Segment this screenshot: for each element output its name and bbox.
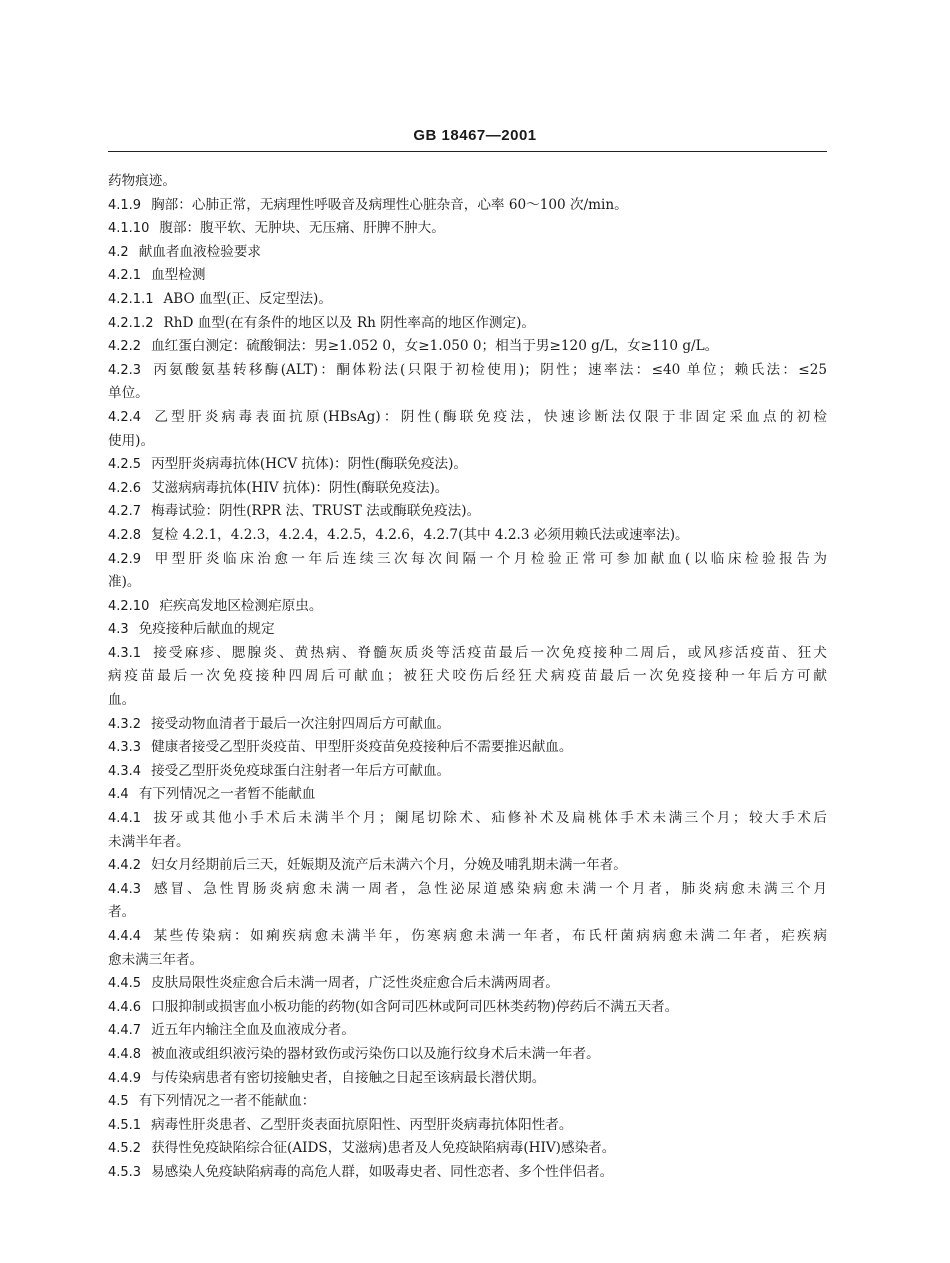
continuation-line — [108, 689, 827, 713]
clause-text: 腹部：腹平软、无肿块、无压痛、肝脾不肿大。 — [159, 220, 445, 237]
clause-line — [108, 548, 827, 572]
clause-line — [108, 1067, 827, 1091]
clause-line — [108, 618, 827, 642]
clause-line — [108, 335, 827, 359]
clause-line — [108, 500, 827, 524]
clause-text: 被血液或组织液污染的器材致伤或污染伤口以及施行纹身术后未满一年者。 — [151, 1045, 600, 1062]
clause-number: 4.2.1.1 — [108, 291, 154, 307]
clause-line — [108, 312, 827, 336]
clause-text: 者。 — [108, 904, 136, 921]
clause-line — [108, 925, 827, 949]
clause-line — [108, 264, 827, 288]
clause-line — [108, 288, 827, 312]
clause-number: 4.5.1 — [108, 1117, 142, 1133]
clause-text: 血型检测 — [151, 267, 206, 284]
clause-number: 4.4.2 — [108, 858, 142, 874]
clause-text: 易感染人免疫缺陷病毒的高危人群，如吸毒史者、同性恋者、多个性伴侣者。 — [151, 1163, 614, 1180]
clause-line — [108, 453, 827, 477]
clause-text: 接受麻疹、腮腺炎、黄热病、脊髓灰质炎等活疫苗最后一次免疫接种二周后，或风疹活疫苗、狂犬 — [151, 644, 827, 661]
clause-line — [108, 783, 827, 807]
clause-number: 4.2.7 — [108, 504, 142, 520]
clause-number: 4.2.8 — [108, 527, 142, 543]
clause-text: 未满半年者。 — [108, 833, 190, 850]
clause-text: 准)。 — [108, 574, 141, 591]
clause-number: 4.4.7 — [108, 1023, 142, 1039]
clause-number: 4.3.1 — [108, 645, 142, 661]
clause-number: 4.4 — [108, 787, 129, 803]
clause-text: 血。 — [108, 692, 136, 709]
clause-line — [108, 477, 827, 501]
clause-line — [108, 194, 827, 218]
clause-text: 接受乙型肝炎免疫球蛋白注射者一年后方可献血。 — [151, 762, 451, 779]
header-rule — [108, 151, 827, 152]
clause-number: 4.2.10 — [108, 598, 150, 614]
clause-line — [108, 1019, 827, 1043]
clause-text: 丙氨酸氨基转移酶(ALT)：酮体粉法(只限于初检使用)；阴性；速率法：≤40 单位；赖氏法：≤25 — [151, 361, 827, 378]
clause-number: 4.2.4 — [108, 409, 142, 425]
clause-text: 拔牙或其他小手术后未满半个月；阑尾切除术、疝修补术及扁桃体手术未满三个月；较大手术后 — [151, 810, 827, 827]
clause-line — [108, 736, 827, 760]
clause-line — [108, 524, 827, 548]
clause-text: 艾滋病病毒抗体(HIV 抗体)：阴性(酶联免疫法)。 — [151, 479, 449, 496]
clause-text: 乙型肝炎病毒表面抗原(HBsAg)：阴性(酶联免疫法，快速诊断法仅限于非固定采血点的初检 — [151, 408, 827, 425]
clause-number: 4.2 — [108, 244, 129, 260]
clause-text: RhD 血型(在有条件的地区以及 Rh 阴性率高的地区作测定)。 — [163, 314, 535, 331]
clause-number: 4.3 — [108, 622, 129, 638]
clause-text: 药物痕迹。 — [108, 173, 176, 189]
clause-line — [108, 1043, 827, 1067]
clause-text: 胸部：心肺正常，无病理性呼吸音及病理性心脏杂音，心率 60～100 次/min。 — [151, 196, 628, 213]
clause-text: 获得性免疫缺陷综合征(AIDS，艾滋病)患者及人免疫缺陷病毒(HIV)感染者。 — [151, 1140, 616, 1157]
clause-number: 4.3.2 — [108, 716, 142, 732]
clause-text: 复检 4.2.1，4.2.3，4.2.4，4.2.5，4.2.6，4.2.7(其中 4.2.3 必须用赖氏法或速率法)。 — [151, 526, 689, 543]
clause-number: 4.2.6 — [108, 480, 142, 496]
continuation-line — [108, 571, 827, 595]
clause-text: 献血者血液检验要求 — [138, 243, 262, 260]
document-body — [108, 170, 827, 1185]
clause-text: 有下列情况之一者暂不能献血 — [138, 786, 316, 803]
clause-number: 4.5.2 — [108, 1141, 142, 1157]
clause-text: 疟疾高发地区检测疟原虫。 — [159, 597, 323, 614]
clause-line — [108, 713, 827, 737]
continuation-line — [108, 430, 827, 454]
clause-number: 4.4.8 — [108, 1046, 142, 1062]
clause-text: 某些传染病：如痢疾病愈未满半年，伤寒病愈未满一年者，布氏杆菌病病愈未满二年者，疟疾病 — [151, 928, 827, 944]
clause-text: 愈未满三年者。 — [108, 951, 204, 968]
clause-text: 免疫接种后献血的规定 — [138, 621, 275, 638]
continuation-line — [108, 949, 827, 973]
clause-number: 4.2.1.2 — [108, 315, 154, 331]
continuation-line — [108, 831, 827, 855]
clause-text: 甲型肝炎临床治愈一年后连续三次每次间隔一个月检验正常可参加献血(以临床检验报告为 — [151, 550, 827, 567]
clause-text: 血红蛋白测定：硫酸铜法：男≥1.052 0，女≥1.050 0；相当于男≥120 g/L，女≥110 g/L。 — [151, 338, 719, 355]
continuation-line — [108, 665, 827, 689]
clause-line — [108, 972, 827, 996]
clause-line — [108, 1114, 827, 1138]
clause-number: 4.4.9 — [108, 1070, 142, 1086]
clause-number: 4.4.6 — [108, 999, 142, 1015]
clause-number: 4.1.9 — [108, 197, 142, 213]
clause-text: ABO 血型(正、反定型法)。 — [163, 290, 332, 307]
clause-text: 使用)。 — [108, 432, 155, 449]
clause-number: 4.2.2 — [108, 339, 142, 355]
continuation-line — [108, 382, 827, 406]
clause-text: 健康者接受乙型肝炎疫苗、甲型肝炎疫苗免疫接种后不需要推迟献血。 — [151, 739, 573, 756]
clause-line — [108, 241, 827, 265]
clause-number: 4.4.5 — [108, 976, 142, 992]
clause-text: 梅毒试验：阴性(RPR 法、TRUST 法或酶联免疫法)。 — [151, 503, 481, 520]
clause-text: 病疫苗最后一次免疫接种四周后可献血；被狂犬咬伤后经狂犬病疫苗最后一次免疫接种一年后方可献 — [108, 668, 827, 685]
clause-number: 4.1.10 — [108, 221, 150, 237]
clause-text: 近五年内输注全血及血液成分者。 — [151, 1022, 355, 1039]
clause-line — [108, 217, 827, 241]
clause-number: 4.3.4 — [108, 763, 142, 779]
clause-text: 皮肤局限性炎症愈合后未满一周者，广泛性炎症愈合后未满两周者。 — [151, 975, 559, 992]
clause-text: 丙型肝炎病毒抗体(HCV 抗体)：阴性(酶联免疫法)。 — [151, 456, 467, 473]
clause-line — [108, 595, 827, 619]
clause-line — [108, 642, 827, 666]
clause-number: 4.2.9 — [108, 551, 142, 567]
clause-line — [108, 359, 827, 383]
clause-line — [108, 760, 827, 784]
clause-line — [108, 854, 827, 878]
clause-line — [108, 1090, 827, 1114]
continuation-line — [108, 170, 827, 194]
clause-number: 4.3.3 — [108, 740, 142, 756]
clause-text: 与传染病患者有密切接触史者，自接触之日起至该病最长潜伏期。 — [151, 1069, 546, 1086]
clause-line — [108, 996, 827, 1020]
clause-line — [108, 807, 827, 831]
clause-text: 病毒性肝炎患者、乙型肝炎表面抗原阳性、丙型肝炎病毒抗体阳性者。 — [151, 1116, 573, 1133]
clause-number: 4.2.1 — [108, 268, 142, 284]
clause-line — [108, 1161, 827, 1185]
clause-number: 4.2.5 — [108, 457, 142, 473]
clause-text: 口服抑制或损害血小板功能的药物(如含阿司匹林或阿司匹林类药物)停药后不满五天者。 — [151, 998, 679, 1015]
clause-text: 单位。 — [108, 385, 149, 402]
clause-text: 接受动物血清者于最后一次注射四周后方可献血。 — [151, 715, 451, 732]
continuation-line — [108, 901, 827, 925]
clause-number: 4.4.1 — [108, 811, 142, 827]
clause-text: 有下列情况之一者不能献血： — [138, 1093, 316, 1110]
clause-line — [108, 878, 827, 902]
clause-number: 4.4.3 — [108, 881, 142, 897]
clause-number: 4.4.4 — [108, 929, 142, 944]
page-header-standard-number: GB 18467—2001 — [413, 127, 537, 144]
clause-text: 感冒、急性胃肠炎病愈未满一周者，急性泌尿道感染病愈未满一个月者，肺炎病愈未满三个月 — [151, 880, 827, 897]
clause-number: 4.2.3 — [108, 362, 142, 378]
clause-line — [108, 1137, 827, 1161]
clause-number: 4.5.3 — [108, 1164, 142, 1180]
clause-line — [108, 406, 827, 430]
clause-number: 4.5 — [108, 1094, 129, 1110]
clause-text: 妇女月经期前后三天，妊娠期及流产后未满六个月，分娩及哺乳期未满一年者。 — [151, 857, 627, 874]
